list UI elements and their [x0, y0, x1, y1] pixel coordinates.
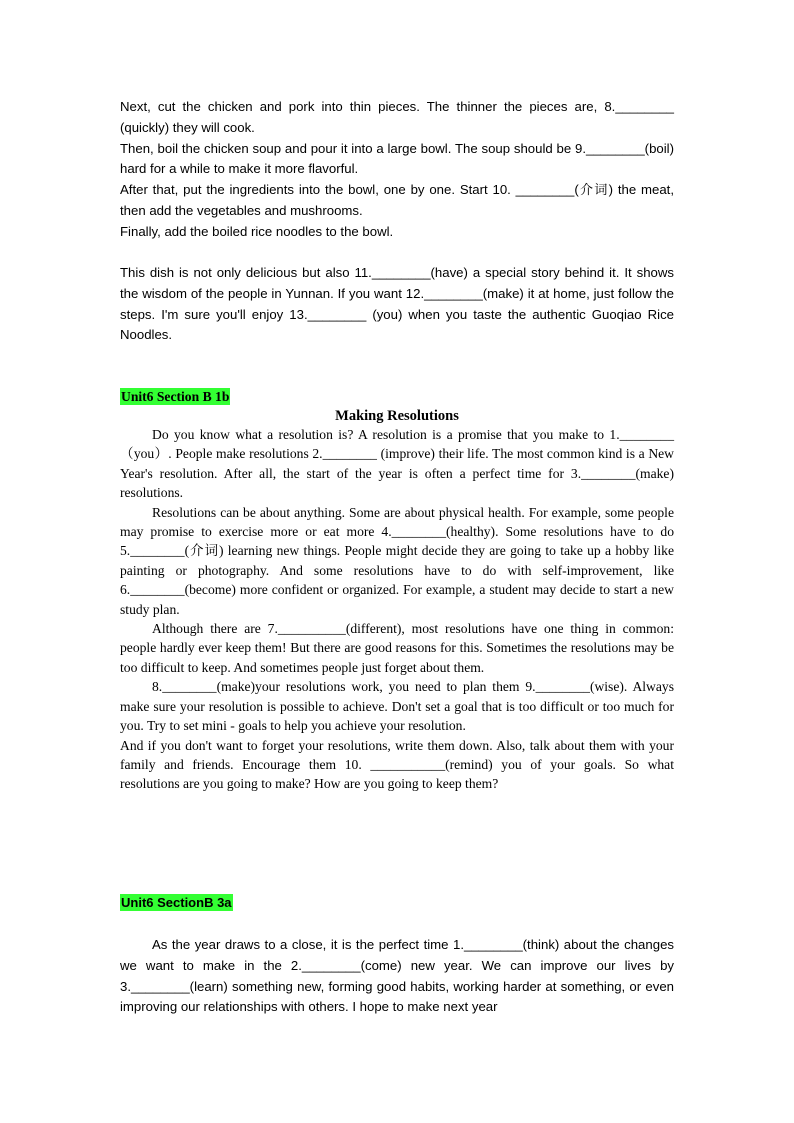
paragraph-4: 8.________(make)your resolutions work, you need to plan them 9.________(wise). Always make sure your resolution is possible to achieve. Don't set a goal that is too difficult or too much for you. Try to set mini - goals to help you achieve your resolution.	[120, 679, 674, 734]
paragraph-3a: As the year draws to a close, it is the perfect time 1.________(think) about the changes we want to make in the 2.________(come) new year. We can improve our lives by 3.________(learn) something new, forming good habits, working harder at something, or even improving our relationships with others. I hope to make next year	[120, 937, 674, 1015]
recipe-closing	[120, 263, 674, 346]
article-1b-body	[120, 425, 674, 794]
paragraph-2: Resolutions can be about anything. Some are about physical health. For example, some people may promise to exercise more or eat more 4.________(healthy). Some resolutions have to do 5.________(介词) learning new things. People might decide they are going to take up a hobby like painting or photography. And some resolutions have to do with self-improvement, like 6.________(become) more confident or organized. For example, a student may decide to start a new study plan.	[120, 504, 674, 617]
article-3a-body	[120, 935, 674, 1018]
paragraph-5: And if you don't want to forget your resolutions, write them down. Also, talk about them with your family and friends. Encourage them 10. ___________(remind) you of your goals. So what resolutions are you going to make? How are you going to keep them?	[120, 737, 674, 792]
step-line-9: Then, boil the chicken soup and pour it into a large bowl. The soup should be 9.________(boil) hard for a while to make it more flavorful.	[120, 140, 674, 177]
section-label-3a: Unit6 SectionB 3a	[121, 895, 232, 910]
paragraph-3: Although there are 7.__________(different), most resolutions have one thing in common: people hardly ever keep them! But there are good reasons for this. Sometimes the resolutions may be too difficult to keep. And sometimes people just forget about them.	[120, 621, 674, 675]
paragraph-1: Do you know what a resolution is? A resolution is a promise that you make to 1.________（you）. People make resolutions 2.________ (improve) their life. The most common kind is a New Year's resolution. After all, the start of the year is often a perfect time for 3.________(make) resolutions.	[120, 427, 674, 501]
step-line-final: Finally, add the boiled rice noodles to the bowl.	[120, 223, 394, 239]
step-line-10: After that, put the ingredients into the bowl, one by one. Start 10. ________(介词) the meat, then add the vegetables and mushrooms.	[120, 182, 674, 218]
step-line-8: Next, cut the chicken and pork into thin pieces. The thinner the pieces are, 8.________ (quickly) they will cook.	[120, 99, 674, 135]
section-label-1b: Unit6 Section B 1b	[121, 389, 230, 404]
recipe-steps	[120, 97, 674, 243]
closing-paragraph: This dish is not only delicious but also 11.________(have) a special story behind it. It shows the wisdom of the people in Yunnan. If you want 12.________(make) it at home, just follow the steps. I'm sure you'll enjoy 13.________ (you) when you taste the authentic Guoqiao Rice Noodles.	[120, 265, 674, 343]
article-title: Making Resolutions	[335, 408, 459, 424]
